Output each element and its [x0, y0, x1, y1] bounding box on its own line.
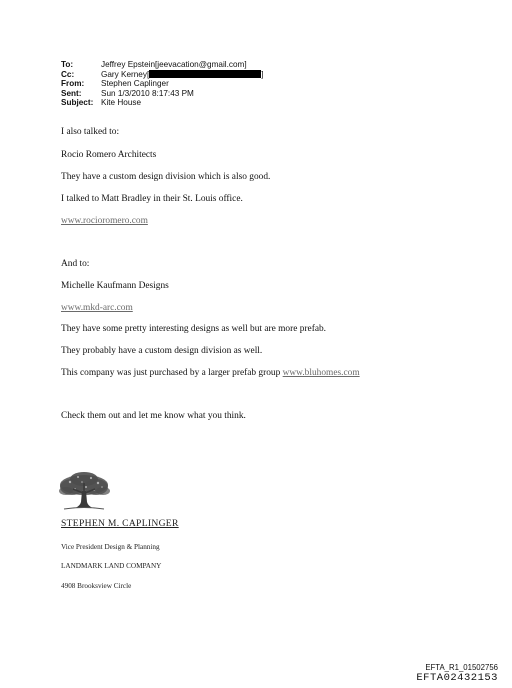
- body-paragraph: I also talked to:: [61, 127, 120, 137]
- body-paragraph: They probably have a custom design division as well.: [61, 346, 263, 356]
- cc-tail: ]: [261, 69, 264, 79]
- from-label: From:: [61, 79, 85, 89]
- sent-label: Sent:: [61, 88, 82, 98]
- body-paragraph: Check them out and let me know what you think.: [61, 411, 246, 421]
- signature-name: STEPHEN M. CAPLINGER: [61, 518, 179, 529]
- oak-tree-icon: [58, 471, 110, 511]
- redaction-bar: [149, 69, 264, 79]
- sent-value: Sun 1/3/2010 8:17:43 PM: [101, 88, 194, 98]
- footer-ref-bates: EFTA02432153: [416, 672, 498, 684]
- header-cc-row: [61, 70, 264, 80]
- subject-value: Kite House: [101, 98, 142, 108]
- signature-address: 4908 Brooksview Circle: [61, 582, 132, 590]
- signature-title: Vice President Design & Planning: [61, 543, 160, 551]
- body-text: This company was just purchased by a larger prefab group: [61, 368, 283, 378]
- body-paragraph: They have a custom design division which is also good.: [61, 172, 271, 182]
- subject-label: Subject:: [61, 98, 94, 108]
- to-value: Jeffrey Epstein[jeevacation@gmail.com]: [101, 60, 247, 69]
- cc-label: Cc:: [61, 69, 75, 79]
- signature-company: LANDMARK LAND COMPANY: [61, 562, 162, 570]
- to-label: To:: [61, 60, 74, 69]
- link-bluhomes[interactable]: www.bluhomes.com: [282, 368, 360, 378]
- cc-value: Gary Kerney[: [101, 69, 150, 79]
- header-from-row: [61, 79, 264, 89]
- body-paragraph: They have some pretty interesting designs as well but are more prefab.: [61, 324, 327, 334]
- body-paragraph: [61, 368, 360, 379]
- body-paragraph: I talked to Matt Bradley in their St. Louis office.: [61, 194, 243, 204]
- link-rocioromero[interactable]: www.rocioromero.com: [61, 216, 148, 226]
- header-sent-row: [61, 89, 264, 99]
- body-paragraph: Rocio Romero Architects: [61, 150, 157, 160]
- document-footer: [416, 663, 498, 684]
- header-to-row: [61, 60, 264, 70]
- body-paragraph: And to:: [61, 259, 90, 269]
- from-value: Stephen Caplinger: [101, 79, 169, 89]
- link-mkd-arc[interactable]: www.mkd-arc.com: [61, 303, 133, 313]
- body-paragraph: Michelle Kaufmann Designs: [61, 281, 169, 291]
- email-header: [61, 60, 264, 108]
- footer-ref-primary: EFTA_R1_01502756: [425, 663, 498, 672]
- header-subject-row: [61, 98, 264, 108]
